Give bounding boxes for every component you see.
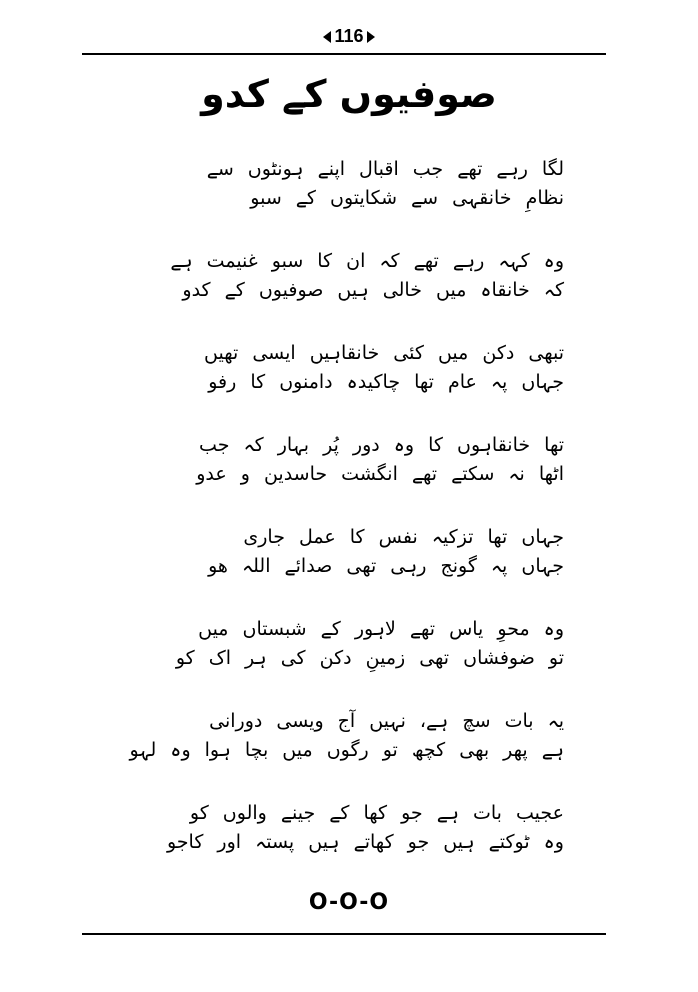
page-number (323, 26, 374, 47)
page-number-header (0, 26, 698, 47)
poem-line: ہے پھر بھی کچھ تو رگوں میں بچا ہوا وہ لہو (129, 739, 564, 761)
poem-line: جہاں تھا تزکیہ نفس کا عمل جاری (243, 526, 564, 548)
poem-line: نظامِ خانقہی سے شکایتوں کے سبو (250, 187, 564, 209)
poem-line: یہ بات سچ ہے، نہیں آج ویسی دورانی (209, 710, 564, 732)
stanza (164, 615, 564, 673)
poem-line: کہ خانقاہ میں خالی ہیں صوفیوں کے کدو (182, 279, 564, 301)
page-number-text: 116 (334, 26, 364, 46)
poem-title: صوفیوں کے کدو (201, 72, 497, 116)
stanza (164, 247, 564, 305)
ornament-left-icon (323, 31, 331, 43)
top-rule (82, 53, 606, 55)
poem-line: تھا خانقاہوں کا وہ دور پُر بہار کہ جب (199, 434, 564, 456)
bottom-rule (82, 933, 606, 935)
poem-body (129, 155, 564, 891)
poem-line: تبھی دکن میں کئی خانقاہیں ایسی تھیں (204, 342, 564, 364)
poem-line: اٹھا نہ سکتے تھے انگشت حاسدین و عدو (196, 463, 564, 485)
poem-line: جہاں پہ گونج رہی تھی صدائے اللہ ھو (208, 555, 564, 577)
end-ornament: O-O-O (308, 890, 390, 915)
poem-line: لگا رہے تھے جب اقبال اپنے ہونٹوں سے (206, 158, 564, 180)
stanza (164, 431, 564, 489)
poem-line: وہ محوِ یاس تھے لاہور کے شبستاں میں (198, 618, 564, 640)
stanza (164, 155, 564, 213)
ornament-right-icon (367, 31, 375, 43)
stanza (164, 523, 564, 581)
poem-line: جہاں پہ عام تھا چاکیدہ دامنوں کا رفو (208, 371, 564, 393)
stanza (129, 707, 564, 765)
poem-line: وہ ٹوکتے ہیں جو کھاتے ہیں پستہ اور کاجو (166, 831, 564, 853)
poem-line: عجیب بات ہے جو کھا کے جینے والوں کو (189, 802, 564, 824)
stanza (164, 799, 564, 857)
stanza (164, 339, 564, 397)
poem-line: تو ضوفشاں تھی زمینِ دکن کی ہر اک کو (175, 647, 564, 669)
poem-line: وہ کہہ رہے تھے کہ ان کا سبو غنیمت ہے (170, 250, 564, 272)
